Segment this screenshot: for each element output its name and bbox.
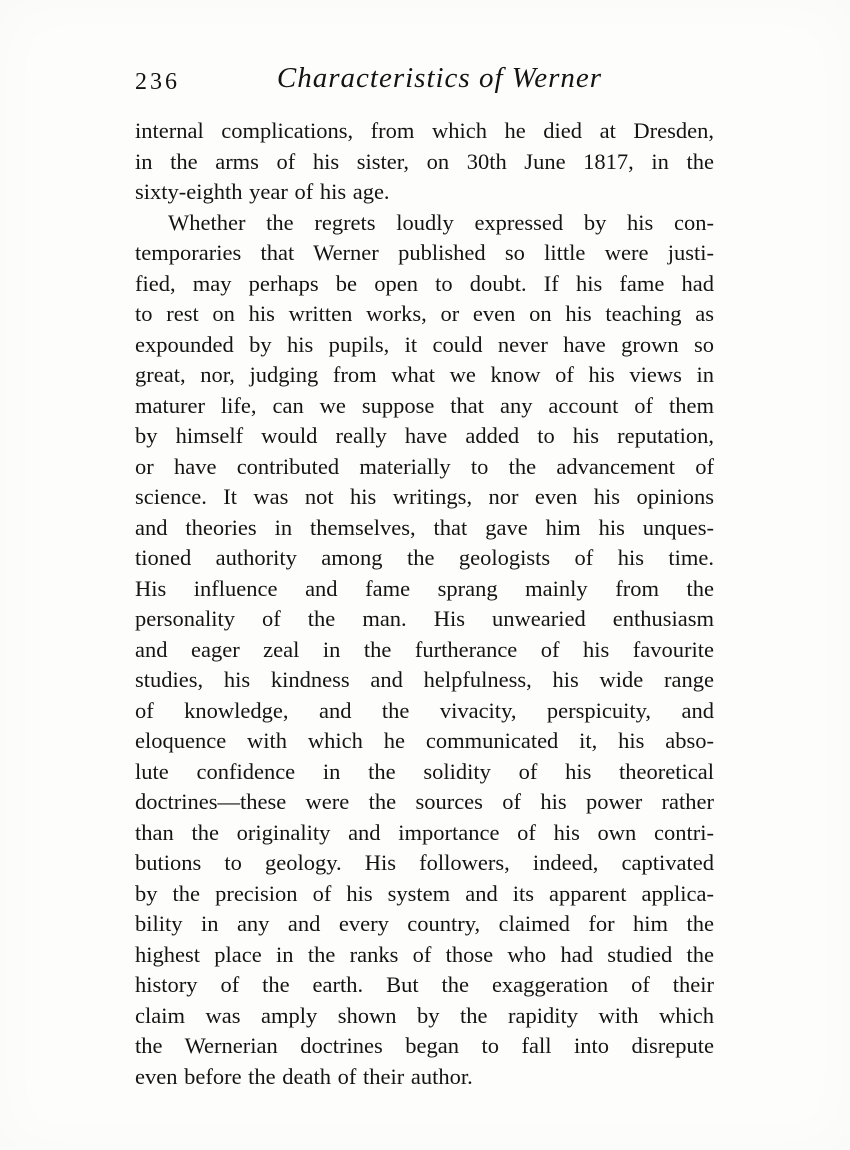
page-body: [135, 116, 714, 1092]
text-line: of knowledge, and the vivacity, perspicuity, and: [135, 697, 714, 723]
text-block: [135, 62, 714, 1092]
text-line: and theories in themselves, that gave him his unques-: [135, 514, 714, 540]
text-line: the Wernerian doctrines began to fall into disrepute: [135, 1033, 714, 1058]
text-line: eloquence with which he communicated it, his abso-: [135, 728, 714, 753]
text-line: studies, his kindness and helpfulness, his wide range: [135, 667, 714, 692]
text-line: history of the earth. But the exaggeration of their: [135, 972, 714, 997]
running-header: [135, 62, 714, 106]
text-line: internal complications, from which he died at Dresden,: [135, 118, 714, 143]
text-line: or have contributed materially to the advancement of: [135, 453, 714, 479]
text-line: doctrines—these were the sources of his power rather: [135, 789, 714, 814]
text-line: fied, may perhaps be open to doubt. If his fame had: [135, 270, 714, 296]
text-line: in the arms of his sister, on 30th June 1817, in the: [135, 148, 714, 174]
text-line: to rest on his written works, or even on his teaching as: [135, 301, 714, 326]
text-line: tioned authority among the geologists of his time.: [135, 545, 714, 570]
text-line: bility in any and every country, claimed for him the: [135, 911, 714, 936]
text-line: Whether the regrets loudly expressed by his con-: [168, 209, 714, 235]
text-line: His influence and fame sprang mainly from the: [135, 575, 714, 601]
text-line: temporaries that Werner published so little were justi-: [135, 240, 714, 265]
page-number: 236: [135, 69, 180, 95]
text-line: than the originality and importance of his own contri-: [135, 819, 714, 845]
text-line: by the precision of his system and its apparent applica-: [135, 880, 714, 906]
text-line: expounded by his pupils, it could never have grown so: [135, 331, 714, 357]
text-line: personality of the man. His unwearied enthusiasm: [135, 606, 714, 631]
text-line: even before the death of their author.: [135, 1063, 473, 1089]
text-line: great, nor, judging from what we know of his views in: [135, 362, 714, 387]
text-line: and eager zeal in the furtherance of his favourite: [135, 636, 714, 662]
text-line: claim was amply shown by the rapidity with which: [135, 1002, 714, 1028]
text-line: lute confidence in the solidity of his theoretical: [135, 758, 714, 784]
text-line: science. It was not his writings, nor even his opinions: [135, 484, 714, 509]
text-line: highest place in the ranks of those who had studied the: [135, 941, 714, 967]
text-line: sixty-eighth year of his age.: [135, 179, 390, 204]
running-header-title: Characteristics of Werner: [276, 62, 603, 94]
text-line: maturer life, can we suppose that any account of them: [135, 392, 714, 418]
text-line: by himself would really have added to his reputation,: [135, 423, 714, 448]
text-line: butions to geology. His followers, indeed, captivated: [135, 850, 714, 875]
